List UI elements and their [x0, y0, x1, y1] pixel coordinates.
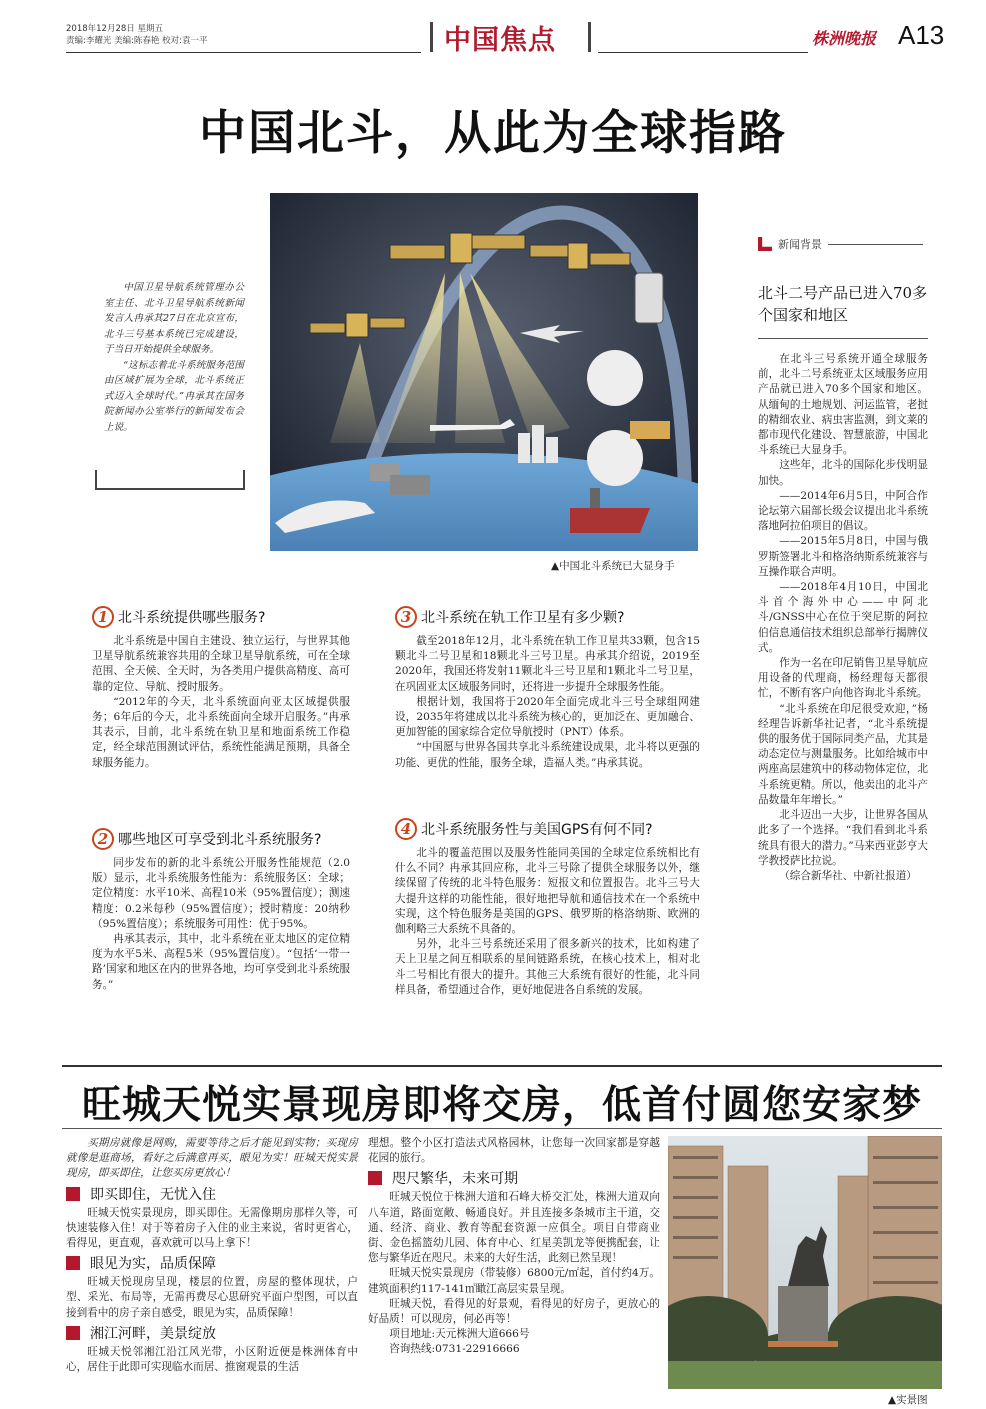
ad-section-heading — [66, 1253, 358, 1273]
bullet-square-icon — [66, 1256, 80, 1270]
sidebar-paragraph: 作为一名在印尼销售卫星导航应用设备的代理商，杨经理每天都很忙，不断有客户向他咨询北斗系统。 — [758, 657, 928, 700]
qa-paragraph: “中国愿与世界各国共享北斗系统建设成果，北斗将以更强的功能、更优的性能，服务全球，造福人类。”冉承其说。 — [395, 741, 700, 769]
sidebar-paragraph: ——2014年6月5日，中阿合作论坛第六届部长级会议提出北斗系统落地阿拉伯项目的倡议。 — [758, 489, 928, 533]
sidebar-paragraph: 这些年，北斗的国际化步伐明显加快。 — [758, 459, 928, 487]
qa-block-1 — [92, 606, 350, 771]
ad-hotline: 咨询热线:0731-22916666 — [389, 1343, 520, 1356]
ad-section-heading — [66, 1184, 358, 1204]
header-section-title: 中国焦点 — [444, 25, 556, 56]
qa-paragraph: 同步发布的新的北斗系统公开服务性能规范（2.0版）显示，北斗系统服务性能为：系统服务区：全球；定位精度：水平10米、高程10米（95%置信度）；测速精度：0.2米每秒（95%置信度）；授时精度：20纳秒（95%置信度）；系统服务可用性：优于95%。 — [92, 857, 350, 930]
header-rule-left — [66, 52, 421, 53]
sidebar-body — [758, 352, 928, 884]
qa-number: 2 — [92, 828, 114, 850]
header-date-line: 2018年12月28日 星期五 — [66, 24, 163, 34]
main-headline: 中国北斗，从此为全球指路 — [199, 106, 787, 161]
intro-bracket — [95, 470, 245, 490]
photo-caption: ▲中国北斗系统已大显身手 — [551, 560, 675, 572]
qa-block-4 — [395, 818, 700, 998]
sidebar-title: 北斗二号产品已进入70多个国家和地区 — [758, 284, 928, 324]
qa-paragraph: 冉承其表示，其中，北斗系统在亚太地区的定位精度为水平5米、高程5米（95%置信度）。“包括‘一带一路’国家和地区在内的世界各地，均可享受到北斗系统服务。” — [92, 933, 350, 991]
ad-section-text: 旺城天悦实景现房，即买即住。无需像期房那样久等，可快速装修入住！对于等着房子入住的业主来说，省时更省心，看得见，更直观，喜欢就可以马上拿下！ — [66, 1206, 358, 1250]
ad-section-text: 旺城天悦，看得见的好景观，看得见的好房子，更放心的好品质！可以现房，何必再等！ — [368, 1297, 660, 1326]
sidebar-paragraph: 北斗迈出一大步，让世界各国从此多了一个选择。“我们看到北斗系统具有很大的潜力。”马来西亚彭亨大学教授萨比拉说。 — [758, 809, 928, 867]
qa-title — [92, 606, 350, 628]
qa-title — [92, 828, 350, 850]
arrow-icon — [758, 237, 772, 251]
ad-headline-rule — [62, 1128, 942, 1129]
qa-title — [395, 606, 700, 628]
ad-section-heading — [368, 1168, 660, 1188]
qa-number: 4 — [395, 818, 417, 840]
qa-paragraph: 根据计划，我国将于2020年全面完成北斗三号全球组网建设，2035年将建成以北斗系统为核心的，更加泛在、更加融合、更加智能的国家综合定位导航授时（PNT）体系。 — [395, 695, 700, 739]
intro-paragraph: 中国卫星导航系统管理办公室主任、北斗卫星导航系统新闻发言人冉承其27日在北京宣布，北斗三号基本系统已完成建设，于当日开始提供全球服务。 — [104, 282, 244, 355]
qa-title-text: 北斗系统提供哪些服务? — [118, 610, 266, 626]
qa-block-3 — [395, 606, 700, 771]
ad-section-title: 眼见为实，品质保障 — [90, 1256, 216, 1273]
ad-photo — [668, 1136, 942, 1389]
paper-logo: 株洲晚报 — [812, 29, 877, 48]
qa-title — [395, 818, 700, 840]
sidebar-paragraph: “北斗系统在印尼很受欢迎，”杨经理告诉新华社记者，“北斗系统提供的服务优于国际同类产品，尤其是动态定位与测量服务。比如给城市中两座高层建筑中的移动物体定位，北斗系统更精。所以，他卖出的北斗产品数量年年增长。” — [758, 702, 928, 806]
ad-section-text: 旺城天悦现房呈现，楼层的位置，房屋的整体现状，户型、采光、布局等，无需再费尽心思研究平面户型图，可以直接到看中的房子亲自感受，眼见为实，品质保障！ — [66, 1276, 358, 1319]
sidebar-paragraph: 在北斗三号系统开通全球服务前，北斗二号系统亚太区域服务应用产品就已进入70多个国家和地区。从缅甸的土地规划、河运监管，老挝的精细农业、病虫害监测，到文莱的都市现代化建设、智慧旅游，中国北斗系统已大显身手。 — [758, 353, 928, 457]
intro-text — [104, 280, 244, 435]
sidebar-paragraph: ——2015年5月8日，中国与俄罗斯签署北斗和格洛纳斯系统兼容与互操作联合声明。 — [758, 535, 928, 578]
ad-section-title: 即买即住，无忧入住 — [90, 1186, 216, 1203]
qa-paragraph: 北斗的覆盖范围以及服务性能同美国的全球定位系统相比有什么不同？冉承其回应称，北斗三号除了提供全球服务以外，继续保留了传统的北斗特色服务：短报文和位置报告。北斗三号大大提升这样的功能性能，很好地把导航和通信技术在一个系统中实现，这个特色服务是美国的GPS、俄罗斯的格洛纳斯、欧洲的伽利略三大系统不具备的。 — [395, 847, 700, 936]
sidebar-paragraph: （综合新华社、中新社报道） — [779, 869, 917, 882]
header-rule-right — [598, 52, 808, 53]
sidebar-tag — [758, 236, 923, 252]
header-bar-right — [588, 22, 591, 52]
page-number: A13 — [898, 20, 945, 50]
sidebar-paragraph: ——2018年4月10日，中国北斗首个海外中心——中阿北斗/GNSS中心在位于突尼斯的阿拉伯信息通信技术组织总部举行揭牌仪式。 — [758, 581, 928, 654]
bullet-square-icon — [368, 1171, 382, 1185]
ad-address: 项目地址:天元株洲大道666号 — [389, 1328, 530, 1341]
qa-number: 3 — [395, 606, 417, 628]
ad-section-title: 咫尺繁华，未来可期 — [392, 1171, 518, 1188]
qa-paragraph: 另外，北斗三号系统还采用了很多新兴的技术，比如构建了天上卫星之间互相联系的星间链路系统，在核心技术上，相对北斗二号相比有很大的提升。其他三大系统有很好的性能，北斗同样具备，希望通过合作，更好地促进各自系统的发展。 — [395, 938, 700, 996]
bullet-square-icon — [66, 1326, 80, 1340]
qa-paragraph: 截至2018年12月，北斗系统在轨工作卫星共33颗，包含15颗北斗二号卫星和18颗北斗三号卫星。冉承其介绍说，2019至2020年，我国还将发射11颗北斗三号卫星和1颗北斗二号卫星，在巩固亚太区域服务同时，还将进一步提升全球服务性能。 — [395, 635, 700, 693]
header-bar-left — [430, 22, 433, 52]
ad-mid-top: 理想。整个小区打造法式风格园林，让您每一次回家都是穿越花园的旅行。 — [368, 1137, 660, 1165]
header-editor-line: 责编:李耀光 美编:陈春艳 校对:袁一平 — [66, 36, 208, 46]
ad-section-text: 旺城天悦实景现房（带装修）6800元/㎡起，首付约4万。建筑面积约117-141㎡瞰江高层实景呈现。 — [368, 1267, 660, 1295]
ad-left-column — [66, 1136, 358, 1375]
qa-block-2 — [92, 828, 350, 993]
qa-title-text: 哪些地区可享受到北斗系统服务? — [118, 832, 322, 848]
sidebar-title-rule — [758, 338, 928, 339]
qa-number: 1 — [92, 606, 114, 628]
qa-paragraph: “2012年的今天，北斗系统面向亚太区域提供服务；6年后的今天，北斗系统面向全球开启服务。”冉承其表示，目前，北斗系统在轨卫星和地面系统工作稳定，经全球范围测试评估，系统性能满足预期，具备全球服务能力。 — [92, 695, 350, 769]
ad-photo-caption: ▲实景图 — [888, 1394, 928, 1406]
bullet-square-icon — [66, 1187, 80, 1201]
ad-headline: 旺城天悦实景现房即将交房，低首付圆您安家梦 — [81, 1083, 922, 1128]
ad-section-text: 旺城天悦位于株洲大道和石峰大桥交汇处，株洲大道双向八车道，路面宽敞、畅通良好。并且连接多条城市主干道，交通、经济、商业、教育等配套资源一应俱全。项目自带商业街、金色摇篮幼儿园、体育中心、红星美凯龙等便携配套，让您与繁华近在咫尺。未来的大好生活，此刻已然呈现！ — [368, 1191, 660, 1265]
ad-section-title: 湘江河畔，美景绽放 — [90, 1325, 216, 1342]
intro-paragraph: “这标志着北斗系统服务范围由区域扩展为全球，北斗系统正式迈入全球时代。”冉承其在国务院新闻办公室举行的新闻发布会上说。 — [104, 359, 244, 433]
beidou-illustration — [270, 193, 698, 551]
sidebar-tag-label: 新闻背景 — [778, 238, 822, 251]
ad-top-rule — [62, 1065, 942, 1067]
ad-intro: 买期房就像是网购，需要等待之后才能见到实物；买现房就像是逛商场，看好之后满意再买，眼见为实！旺城天悦实景现房，即买即住，让您买房更放心！ — [66, 1137, 358, 1180]
ad-section-text: 旺城天悦邻湘江沿江风光带，小区附近便是株洲体育中心，居住于此即可实现临水而居、推窗观景的生活 — [66, 1345, 358, 1374]
ad-section-heading — [66, 1323, 358, 1343]
qa-title-text: 北斗系统服务性与美国GPS有何不同? — [421, 822, 653, 838]
qa-title-text: 北斗系统在轨工作卫星有多少颗? — [421, 610, 625, 626]
ad-middle-column — [368, 1136, 660, 1358]
qa-paragraph: 北斗系统是中国自主建设、独立运行，与世界其他卫星导航系统兼容共用的全球卫星导航系统，可在全球范围、全天候、全天时，为各类用户提供高精度、高可靠的定位、导航、授时服务。 — [92, 635, 350, 693]
